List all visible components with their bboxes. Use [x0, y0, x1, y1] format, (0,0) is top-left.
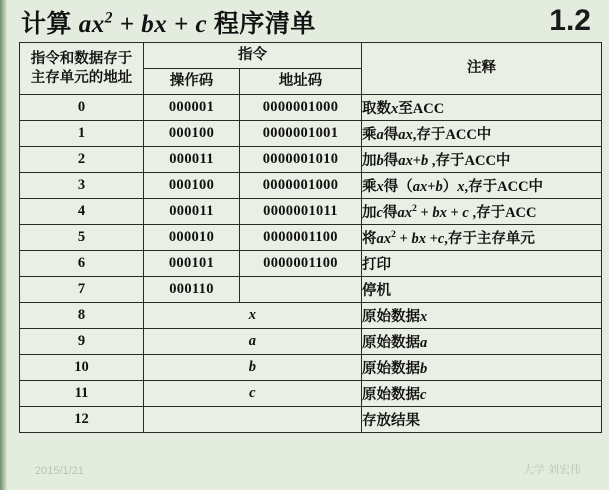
header-remark: 注释 — [362, 43, 602, 95]
cell-opcode: 000001 — [144, 95, 240, 121]
cell-remark: 将$ax^2$ + bx +c,存于主存单元 — [362, 225, 602, 251]
cell-remark: 取数x至ACC — [362, 95, 602, 121]
page-title-suffix: 程序清单 — [207, 11, 316, 38]
cell-opcode: 000011 — [144, 147, 240, 173]
cell-opcode: 000110 — [144, 277, 240, 303]
cell-address: 10 — [20, 355, 144, 381]
cell-address: 9 — [20, 329, 144, 355]
table-header-row — [20, 43, 602, 69]
header-address-line2: 主存单元的地址 — [30, 69, 133, 86]
cell-address: 11 — [20, 381, 144, 407]
cell-opcode: 000100 — [144, 121, 240, 147]
cell-address: 7 — [20, 277, 144, 303]
cell-addrcode: 0000001100 — [240, 251, 362, 277]
cell-remark: 加b得ax+b ,存于ACC中 — [362, 147, 602, 173]
cell-remark: 原始数据a — [362, 329, 602, 355]
table-row — [20, 355, 602, 381]
page-title-prefix: 计算 — [21, 11, 79, 38]
program-listing-table — [19, 42, 602, 433]
table-row — [20, 329, 602, 355]
cell-opcode: 000100 — [144, 173, 240, 199]
cell-address: 0 — [20, 95, 144, 121]
header-addrcode: 地址码 — [240, 69, 362, 95]
cell-remark: 打印 — [362, 251, 602, 277]
cell-addrcode: 0000001000 — [240, 173, 362, 199]
formula-ax: ax — [78, 11, 105, 38]
table-row — [20, 225, 602, 251]
header-address — [20, 43, 144, 95]
cell-data-value: c — [144, 381, 362, 407]
cell-remark: 停机 — [362, 277, 602, 303]
cell-address: 4 — [20, 199, 144, 225]
table-row — [20, 277, 602, 303]
cell-addrcode: 0000001001 — [240, 121, 362, 147]
cell-addrcode: 0000001000 — [240, 95, 362, 121]
cell-address: 8 — [20, 303, 144, 329]
table-row — [20, 199, 602, 225]
table-row — [20, 173, 602, 199]
footer-date: 2015/1/21 — [35, 465, 84, 477]
header-opcode: 操作码 — [144, 69, 240, 95]
cell-remark: 原始数据b — [362, 355, 602, 381]
slide-number: 1.2 — [549, 4, 591, 37]
table-row — [20, 121, 602, 147]
cell-opcode: 000011 — [144, 199, 240, 225]
table-row — [20, 381, 602, 407]
cell-remark: 加c得$ax^2$ + bx + c ,存于ACC — [362, 199, 602, 225]
cell-addrcode — [240, 277, 362, 303]
table-row — [20, 251, 602, 277]
cell-data-value: a — [144, 329, 362, 355]
cell-data-value: b — [144, 355, 362, 381]
cell-address: 6 — [20, 251, 144, 277]
cell-addrcode: 0000001100 — [240, 225, 362, 251]
table-row — [20, 95, 602, 121]
cell-address: 3 — [20, 173, 144, 199]
cell-remark: 原始数据c — [362, 381, 602, 407]
cell-opcode: 000010 — [144, 225, 240, 251]
formula-exponent: 2 — [104, 9, 114, 27]
cell-remark: 乘x得（ax+b）x,存于ACC中 — [362, 173, 602, 199]
cell-addrcode: 0000001011 — [240, 199, 362, 225]
cell-remark: 存放结果 — [362, 407, 602, 433]
cell-data-value — [144, 407, 362, 433]
formula-rest: + bx + c — [113, 11, 208, 38]
cell-address: 1 — [20, 121, 144, 147]
table-row — [20, 303, 602, 329]
slide-content — [7, 0, 609, 490]
left-decorative-bar — [0, 0, 7, 490]
cell-addrcode: 0000001010 — [240, 147, 362, 173]
header-instruction: 指令 — [144, 43, 362, 69]
cell-data-value: x — [144, 303, 362, 329]
table-row — [20, 407, 602, 433]
header-address-line1: 指令和数据存于 — [30, 51, 133, 68]
cell-opcode: 000101 — [144, 251, 240, 277]
cell-address: 2 — [20, 147, 144, 173]
page-title-formula — [79, 11, 207, 38]
cell-remark: 原始数据x — [362, 303, 602, 329]
footer-author: 大学 刘宏伟 — [522, 464, 581, 476]
cell-remark: 乘a得ax,存于ACC中 — [362, 121, 602, 147]
cell-address: 5 — [20, 225, 144, 251]
table-row — [20, 147, 602, 173]
page-title — [21, 4, 316, 40]
cell-address: 12 — [20, 407, 144, 433]
